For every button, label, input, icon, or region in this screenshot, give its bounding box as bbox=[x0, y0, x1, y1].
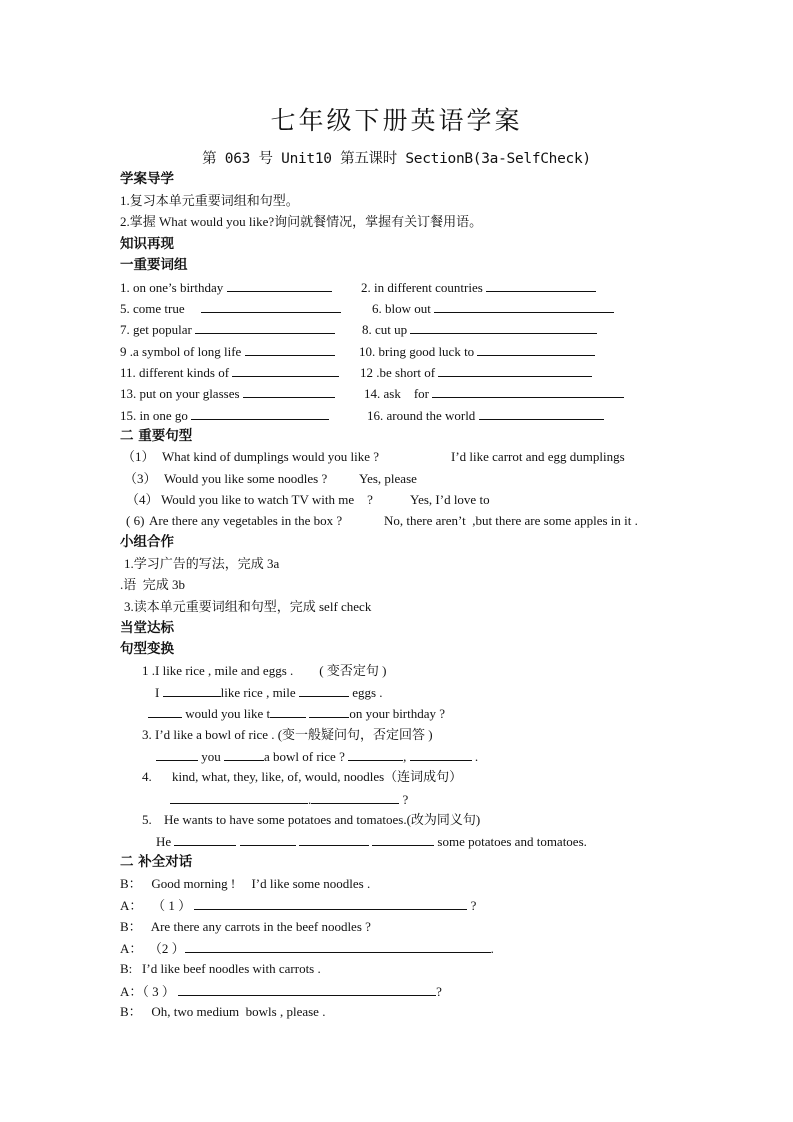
dialogue-line-2: A： （ 1 ） ? bbox=[120, 898, 477, 913]
group-item-1: 1.学习广告的写法，完成 3a bbox=[124, 556, 280, 571]
answer-blank[interactable] bbox=[243, 385, 335, 398]
answer-blank[interactable] bbox=[240, 833, 296, 846]
phrase-12: 12 .be short of bbox=[360, 364, 592, 381]
sentence-row-num: （3） bbox=[124, 471, 157, 486]
practice-subheading: 句型变换 bbox=[120, 641, 174, 657]
practice-q1-answer-2: would you like t on your birthday ? bbox=[148, 705, 445, 722]
phrase-6: 6. blow out bbox=[372, 300, 614, 317]
answer-blank[interactable] bbox=[477, 343, 595, 356]
phrase-9: 9 .a symbol of long life bbox=[120, 343, 335, 360]
answer-blank[interactable] bbox=[191, 407, 329, 420]
dialogue-line-1: B： Good morning ! I’d like some noodles . bbox=[120, 876, 371, 891]
practice-q5-num: 5. bbox=[142, 812, 152, 827]
answer-blank[interactable] bbox=[410, 321, 597, 334]
phrase-15: 15. in one go bbox=[120, 407, 329, 424]
knowledge-heading: 知识再现 bbox=[120, 236, 174, 252]
q1-hint: ( 变否定句 ) bbox=[319, 663, 387, 678]
dialogue-line-6: A：（ 3 ） ? bbox=[120, 984, 442, 999]
sentence-answer: No, there aren’t ,but there are some apples in it . bbox=[384, 513, 638, 528]
answer-blank[interactable] bbox=[227, 279, 332, 292]
answer-blank[interactable] bbox=[404, 897, 467, 910]
phrase-2: 2. in different countries bbox=[361, 279, 596, 296]
answer-blank[interactable] bbox=[185, 940, 491, 953]
sentence-answer: I’d like carrot and egg dumplings bbox=[451, 449, 625, 464]
answer-blank[interactable] bbox=[245, 343, 335, 356]
sentence-question: What kind of dumplings would you like ? bbox=[162, 449, 380, 464]
answer-blank[interactable] bbox=[432, 385, 624, 398]
practice-q1: 1 .I like rice , mile and eggs . ( 变否定句 ) bbox=[142, 663, 387, 678]
phrase-5: 5. come true bbox=[120, 300, 341, 317]
answer-blank[interactable] bbox=[479, 407, 604, 420]
dialogue-line-7: B： Oh, two medium bowls , please . bbox=[120, 1004, 326, 1019]
phrase-8: 8. cut up bbox=[362, 321, 597, 338]
answer-blank[interactable] bbox=[410, 748, 472, 761]
practice-q3-answer: you a bowl of rice ? , . bbox=[156, 748, 478, 765]
answer-blank[interactable] bbox=[178, 983, 436, 996]
dialogue-line-5: B: I’d like beef noodles with carrots . bbox=[120, 961, 321, 976]
answer-blank[interactable] bbox=[299, 833, 369, 846]
practice-heading: 当堂达标 bbox=[120, 620, 174, 636]
sentence-question: Would you like to watch TV with me ? bbox=[161, 492, 373, 507]
answer-blank[interactable] bbox=[163, 684, 221, 697]
sentence-row-num: （4） bbox=[126, 492, 159, 507]
answer-blank[interactable] bbox=[270, 705, 306, 718]
guide-item-1: 1.复习本单元重要词组和句型。 bbox=[120, 193, 299, 208]
answer-blank[interactable] bbox=[201, 300, 341, 313]
practice-q4-num: 4. bbox=[142, 769, 152, 784]
answer-blank[interactable] bbox=[148, 705, 182, 718]
phrase-1: 1. on one’s birthday bbox=[120, 279, 332, 296]
answer-blank[interactable] bbox=[486, 279, 596, 292]
answer-blank[interactable] bbox=[309, 705, 349, 718]
sentence-row-num: （1） bbox=[122, 449, 155, 464]
answer-blank[interactable] bbox=[438, 364, 592, 377]
dialogue-line-4: A： （2 ） . bbox=[120, 941, 494, 956]
answer-blank[interactable] bbox=[195, 321, 335, 334]
answer-blank[interactable] bbox=[372, 833, 434, 846]
practice-q3: 3. I’d like a bowl of rice . (变一般疑问句，否定回答 ) bbox=[142, 727, 433, 742]
answer-blank[interactable] bbox=[299, 684, 349, 697]
phrase-11: 11. different kinds of bbox=[120, 364, 339, 381]
group-item-3: 3.读本单元重要词组和句型，完成 self check bbox=[124, 599, 372, 614]
phrase-14: 14. ask for bbox=[364, 385, 624, 402]
practice-q5: He wants to have some potatoes and tomatoes.(改为同义句) bbox=[164, 812, 481, 827]
practice-q5-answer: He some potatoes and tomatoes. bbox=[156, 834, 587, 849]
sentence-answer: Yes, please bbox=[359, 471, 417, 486]
dialogue-line-3: B： Are there any carrots in the beef noodles ? bbox=[120, 919, 371, 934]
answer-blank[interactable] bbox=[232, 364, 339, 377]
dialogue-heading: 二 补全对话 bbox=[120, 854, 193, 870]
phrase-13: 13. put on your glasses bbox=[120, 385, 335, 402]
phrase-10: 10. bring good luck to bbox=[359, 343, 595, 360]
sentence-question: Would you like some noodles ? bbox=[164, 471, 328, 486]
guide-heading: 学案导学 bbox=[120, 171, 174, 187]
sentences-heading: 二 重要句型 bbox=[120, 428, 193, 444]
page-title: 七年级下册英语学案 bbox=[270, 106, 523, 135]
phrase-16: 16. around the world bbox=[367, 407, 604, 424]
answer-blank[interactable] bbox=[170, 791, 308, 804]
guide-item-2: 2.掌握 What would you like?询问就餐情况，掌握有关订餐用语。 bbox=[120, 214, 483, 229]
group-heading: 小组合作 bbox=[120, 534, 174, 550]
practice-q4-answer: . ? bbox=[170, 791, 408, 808]
answer-blank[interactable] bbox=[311, 791, 399, 804]
phrases-subheading: 一重要词组 bbox=[120, 257, 188, 273]
group-item-2: .语 完成 3b bbox=[120, 577, 186, 592]
sentence-answer: Yes, I’d love to bbox=[410, 492, 490, 507]
answer-blank[interactable] bbox=[434, 300, 614, 313]
sentence-row-num: ( 6) bbox=[126, 513, 145, 528]
sentence-question: Are there any vegetables in the box ? bbox=[149, 513, 343, 528]
practice-q1-answer-1: I like rice , mile eggs . bbox=[155, 685, 383, 700]
phrase-7: 7. get popular bbox=[120, 321, 335, 338]
answer-blank[interactable] bbox=[194, 897, 404, 910]
answer-blank[interactable] bbox=[348, 748, 403, 761]
answer-blank[interactable] bbox=[156, 748, 198, 761]
page-subtitle: 第 063 号 Unit10 第五课时 SectionB(3a-SelfCheck) bbox=[202, 151, 591, 167]
practice-q4: kind, what, they, like, of, would, noodles（连词成句） bbox=[172, 769, 463, 784]
answer-blank[interactable] bbox=[224, 748, 264, 761]
answer-blank[interactable] bbox=[174, 833, 236, 846]
